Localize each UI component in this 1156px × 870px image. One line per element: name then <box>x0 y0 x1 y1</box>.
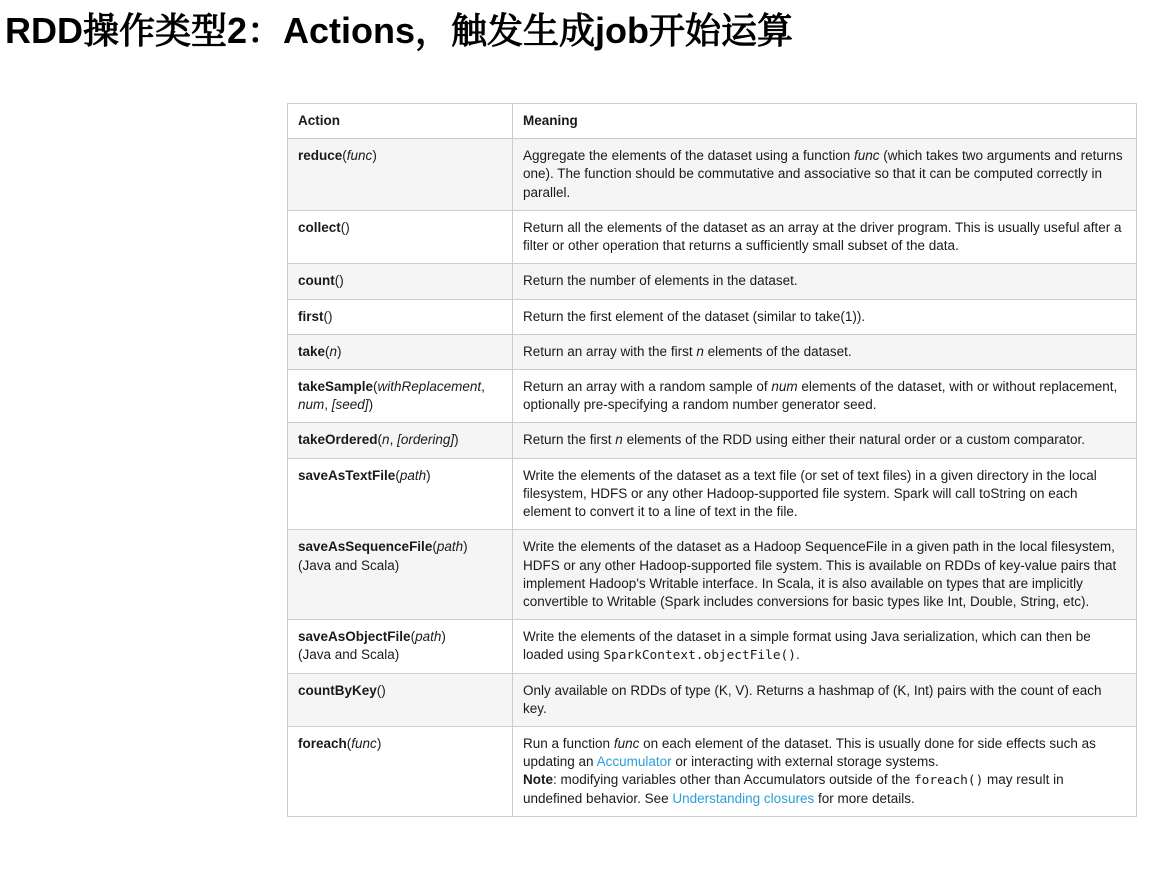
table-row <box>288 264 1137 299</box>
text-segment: (Java and Scala) <box>298 647 400 663</box>
text-segment: Only available on RDDs of type (K, V). Returns a hashmap of (K, Int) pairs with the count of each key. <box>523 682 1102 716</box>
text-segment: Write the elements of the dataset as a text file (or set of text files) in a given directory in the local filesystem, HDFS or any other Hadoop-supported file system. Spark will call toString on each element to convert it to a line of text in the file. <box>523 467 1097 520</box>
text-segment: , <box>481 378 485 394</box>
table-row <box>288 210 1137 263</box>
text-segment: elements of the dataset. <box>703 343 852 359</box>
action-cell <box>288 334 513 369</box>
text-segment: path <box>436 539 464 555</box>
text-segment: withReplacement <box>377 378 482 394</box>
action-cell <box>288 620 513 673</box>
text-segment: Return the first <box>523 432 616 448</box>
action-cell <box>288 423 513 458</box>
text-segment: num <box>771 378 798 394</box>
table-row <box>288 530 1137 620</box>
inline-code: SparkContext.objectFile() <box>603 648 796 664</box>
table-row <box>288 620 1137 673</box>
text-segment: ( <box>395 467 400 483</box>
text-segment: ) <box>376 736 382 752</box>
text-segment: collect <box>298 219 341 235</box>
meaning-cell <box>513 530 1137 620</box>
action-cell <box>288 264 513 299</box>
text-segment: takeSample <box>298 378 374 394</box>
text-segment: func <box>351 736 377 752</box>
text-segment: on each element of the dataset. This is usually done for side effects such as updating an <box>523 736 1096 770</box>
text-segment: path <box>415 629 442 645</box>
table-row <box>288 139 1137 211</box>
action-cell <box>288 139 513 211</box>
text-segment: foreach <box>298 736 347 752</box>
rdd-actions-table <box>287 103 1137 817</box>
text-segment: saveAsSequenceFile <box>298 539 433 555</box>
text-segment: () <box>376 682 386 698</box>
page-title: RDD操作类型2：Actions，触发生成job开始运算 <box>5 10 794 51</box>
text-segment: ) <box>368 397 374 413</box>
table-row <box>288 423 1137 458</box>
text-segment: reduce <box>298 148 343 164</box>
text-segment: Return the first element of the dataset (similar to take(1)). <box>523 308 866 324</box>
meaning-cell <box>513 139 1137 211</box>
table-row <box>288 334 1137 369</box>
text-segment: ( <box>432 539 437 555</box>
table-row <box>288 673 1137 726</box>
action-cell <box>288 458 513 530</box>
text-segment: ( <box>346 736 352 752</box>
text-segment: take <box>298 343 326 359</box>
text-segment: for more details. <box>814 790 915 806</box>
meaning-cell <box>513 264 1137 299</box>
text-segment: ) <box>426 467 431 483</box>
text-segment: func <box>853 148 880 164</box>
text-segment: ) <box>337 343 342 359</box>
meaning-cell <box>513 458 1137 530</box>
text-segment: path <box>399 467 427 483</box>
text-segment: ) <box>441 629 446 645</box>
text-segment: ( <box>342 148 347 164</box>
meaning-cell <box>513 673 1137 726</box>
text-segment: n <box>382 432 390 448</box>
text-segment: , <box>389 432 398 448</box>
text-segment: ) <box>454 432 459 448</box>
action-cell <box>288 530 513 620</box>
meaning-cell <box>513 210 1137 263</box>
text-segment: num <box>298 397 325 413</box>
text-segment: () <box>340 219 350 235</box>
table-row <box>288 369 1137 422</box>
table-head <box>288 104 1137 139</box>
meaning-cell <box>513 299 1137 334</box>
text-segment: first <box>298 308 324 324</box>
action-cell <box>288 210 513 263</box>
text-segment: ( <box>410 629 416 645</box>
meaning-cell <box>513 423 1137 458</box>
text-segment: Write the elements of the dataset in a simple format using Java serialization, which can then be loaded using <box>523 629 1091 663</box>
action-cell <box>288 673 513 726</box>
text-segment: Return an array with a random sample of <box>523 378 772 394</box>
text-segment: or interacting with external storage systems. <box>671 754 939 770</box>
meaning-cell <box>513 369 1137 422</box>
text-segment: n <box>329 343 338 359</box>
text-segment: Aggregate the elements of the dataset using a function <box>523 148 854 164</box>
text-segment: [ordering] <box>397 432 455 448</box>
column-header-meaning: Meaning <box>513 104 1137 139</box>
text-segment: () <box>323 308 333 324</box>
action-cell <box>288 369 513 422</box>
understanding-closures-link[interactable]: Understanding closures <box>672 790 815 806</box>
text-segment: . <box>795 647 800 663</box>
table-row <box>288 727 1137 817</box>
text-segment: Write the elements of the dataset as a Hadoop SequenceFile in a given path in the local filesystem, HDFS or any other Hadoop-supported file system. This is available on RDDs of key-value pairs that implement Hadoop's Writable interface. In Scala, it is also available on types that are implicitly convertible to Writable (Spark includes conversions for basic types like Int, Double, String, etc). <box>523 539 1117 609</box>
text-segment: Return all the elements of the dataset as an array at the driver program. This is usually useful after a filter or other operation that returns a sufficiently small subset of the data. <box>523 219 1122 254</box>
text-segment: () <box>334 273 344 289</box>
meaning-cell <box>513 727 1137 817</box>
text-segment: Return an array with the first <box>523 343 697 359</box>
text-segment: ( <box>325 343 330 359</box>
action-cell <box>288 299 513 334</box>
text-segment: [seed] <box>331 397 369 413</box>
accumulator-link[interactable]: Accumulator <box>596 754 672 770</box>
text-segment: elements of the dataset, with or without replacement, optionally pre-specifying a random number generator seed. <box>523 378 1118 413</box>
meaning-cell <box>513 334 1137 369</box>
text-segment: (which takes two arguments and returns one). The function should be commutative and associative so that it can be computed correctly in parallel. <box>523 148 1123 200</box>
text-segment: ) <box>463 539 468 555</box>
column-header-action: Action <box>288 104 513 139</box>
text-segment: , <box>324 397 332 413</box>
text-segment: takeOrdered <box>298 432 378 448</box>
text-segment: func <box>613 736 640 752</box>
text-segment: : modifying variables other than Accumulators outside of the <box>553 772 914 788</box>
text-segment: (Java and Scala) <box>298 557 400 573</box>
text-segment: n <box>615 432 623 448</box>
text-segment: n <box>696 343 704 359</box>
text-segment: Run a function <box>523 736 614 752</box>
text-segment: elements of the RDD using either their natural order or a custom comparator. <box>622 432 1086 448</box>
text-segment: may result in undefined behavior. See <box>523 772 1064 806</box>
text-segment: ) <box>372 148 377 164</box>
text-segment: ( <box>377 432 383 448</box>
table-row <box>288 458 1137 530</box>
inline-code: foreach() <box>913 773 984 789</box>
text-segment: countByKey <box>298 682 377 698</box>
text-segment: func <box>346 148 373 164</box>
text-segment: saveAsTextFile <box>298 467 396 483</box>
action-cell <box>288 727 513 817</box>
table-header-row <box>288 104 1137 139</box>
meaning-cell <box>513 620 1137 673</box>
table-row <box>288 299 1137 334</box>
text-segment: Return the number of elements in the dataset. <box>523 273 798 289</box>
table-body <box>288 139 1137 817</box>
text-segment: Note <box>523 772 553 788</box>
text-segment: count <box>298 273 335 289</box>
text-segment: saveAsObjectFile <box>298 629 411 645</box>
text-segment: ( <box>373 378 378 394</box>
